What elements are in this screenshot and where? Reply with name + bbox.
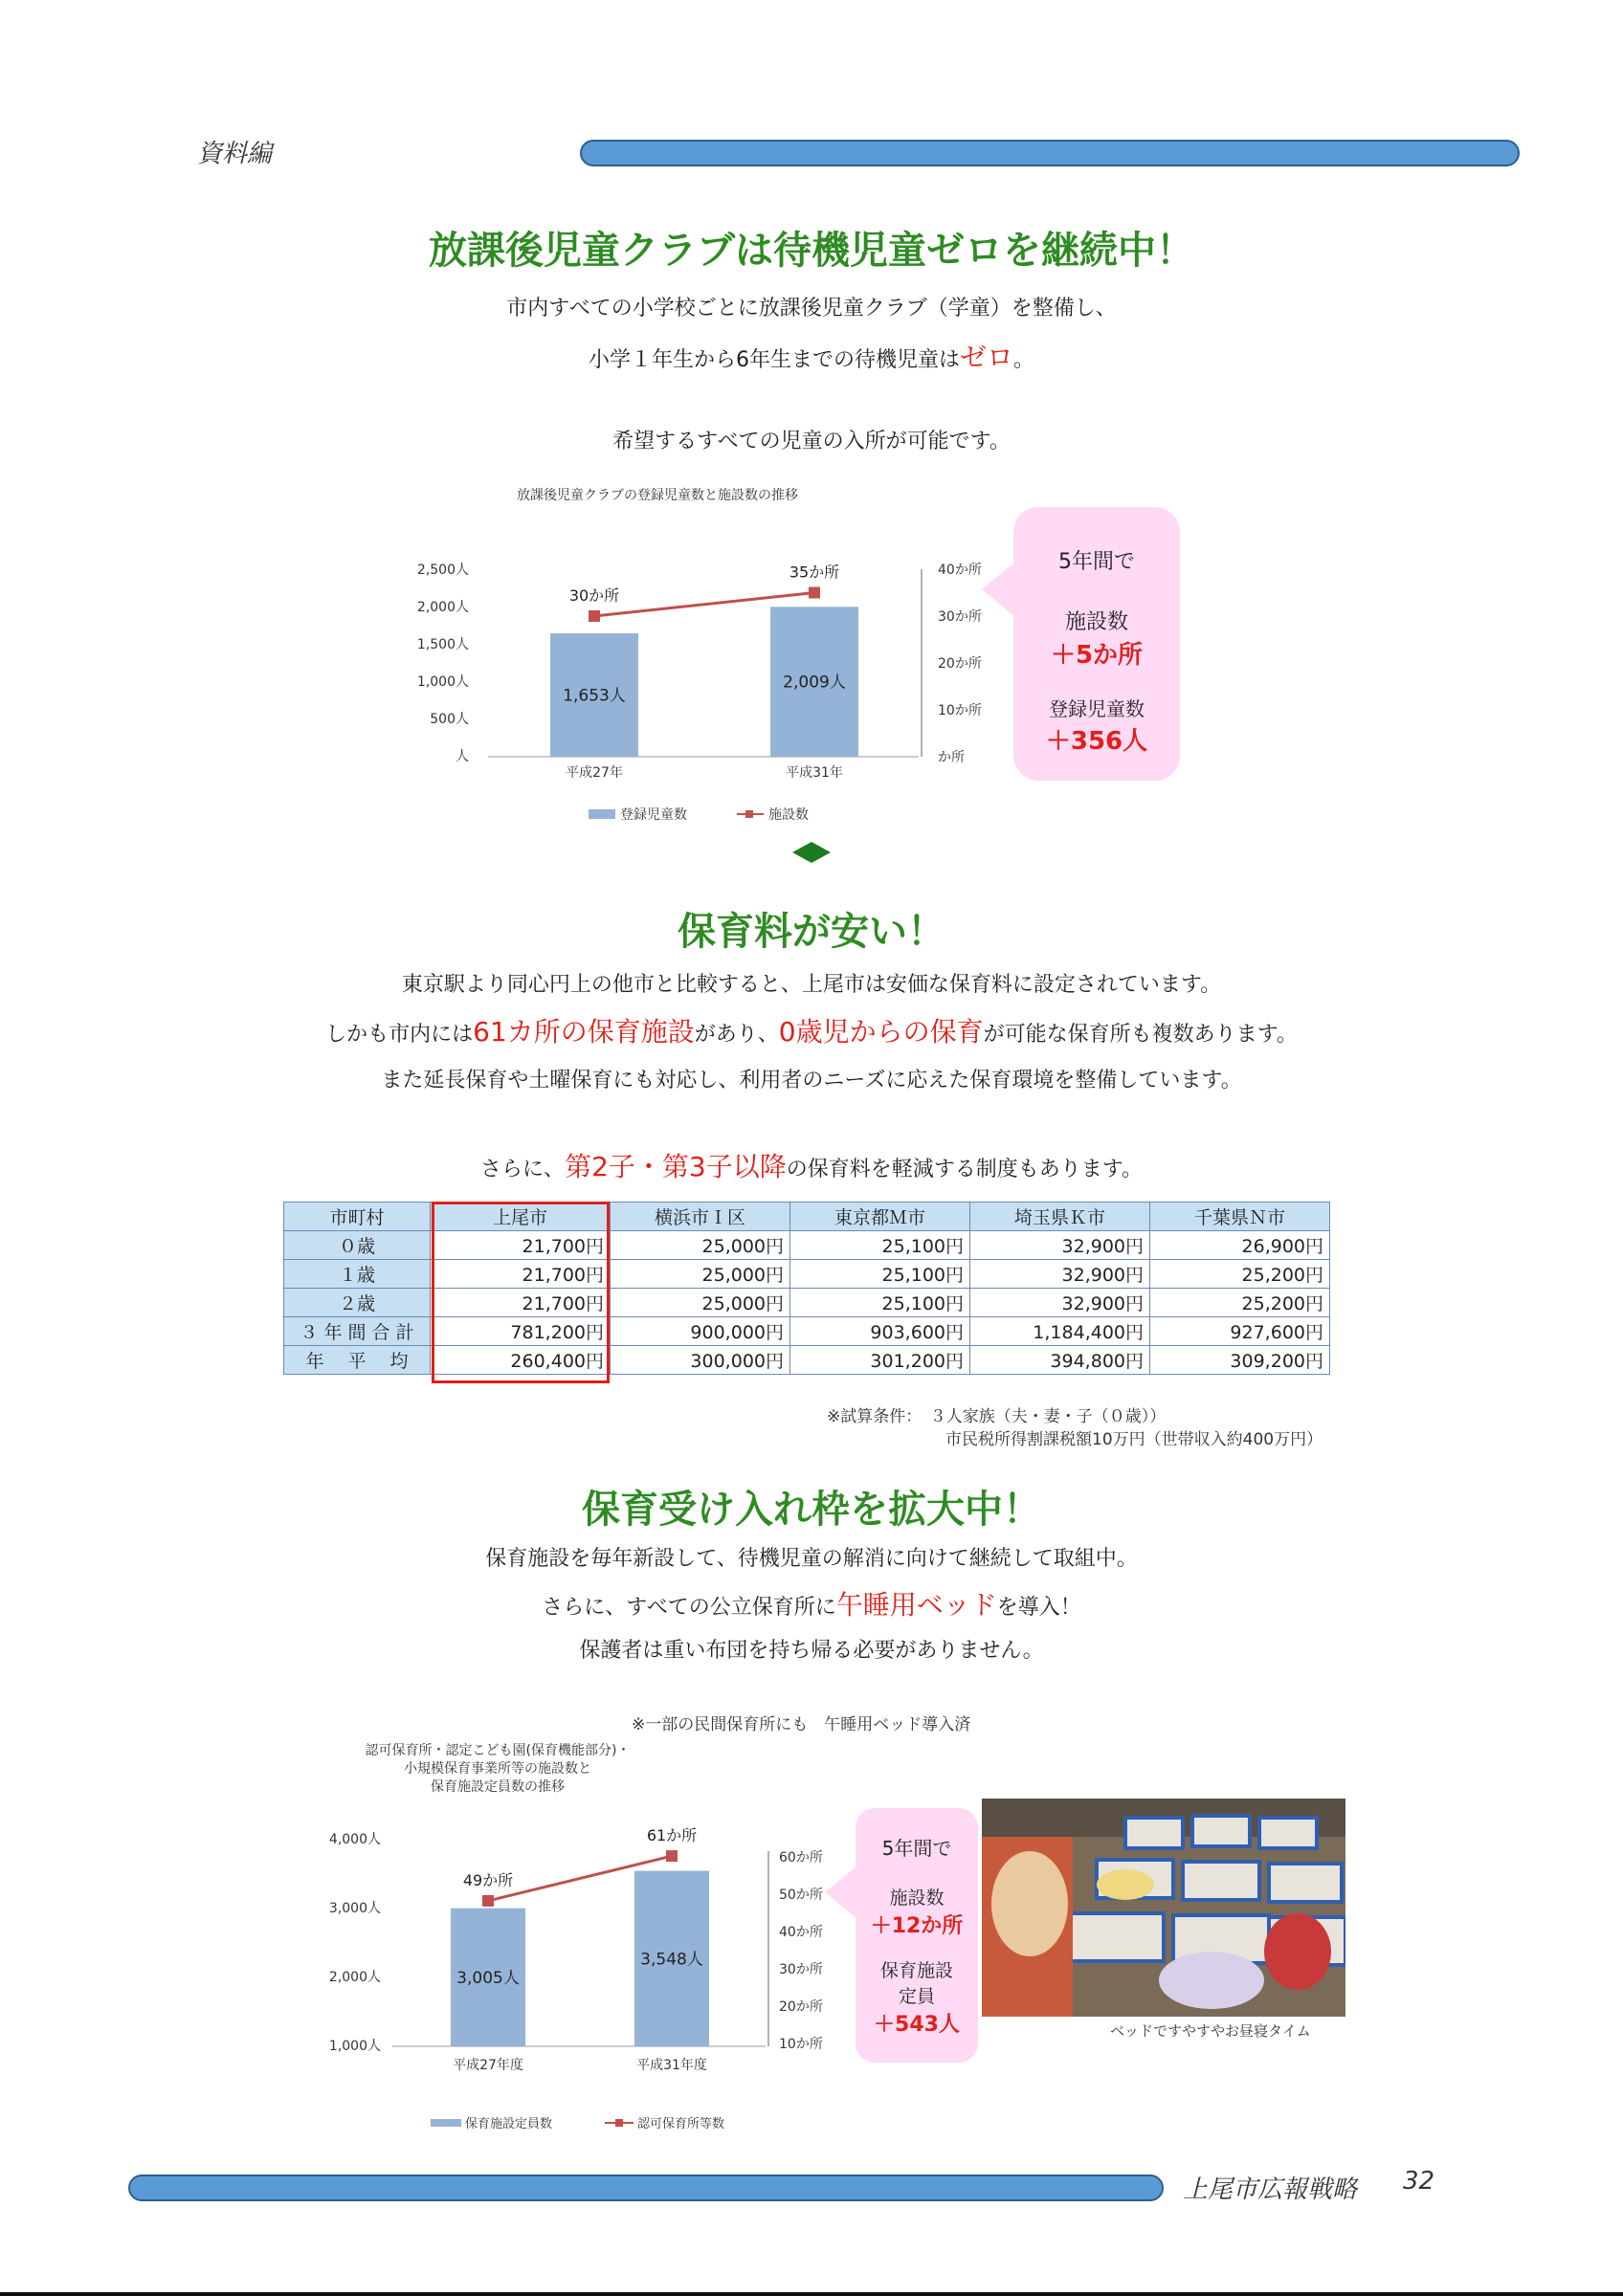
- bar-value-label: 2,009人: [783, 673, 846, 693]
- section2-line4: [0, 1146, 1623, 1184]
- section1-line2-text: 小学１年生から6年生までの待機児童は: [588, 348, 960, 372]
- section-label: 資料編: [197, 140, 273, 168]
- table-cell: 25,100円: [790, 1231, 970, 1260]
- chart1-y2tick: 40か所: [938, 563, 982, 578]
- diamond-divider-icon: [790, 840, 833, 865]
- table-cell: 394,800円: [970, 1346, 1150, 1375]
- table-header: 市町村: [284, 1203, 431, 1231]
- footer-bar: [128, 2175, 1164, 2201]
- line-point: [809, 587, 820, 599]
- chart1-y2tick: 30か所: [938, 609, 982, 625]
- callout2-pointer: [825, 1866, 857, 1919]
- chart1-title: 放課後児童クラブの登録児童数と施設数の推移: [517, 488, 798, 503]
- facilities-emphasis: 61カ所の保育施設: [473, 1016, 695, 1048]
- chart1-y2tick: 20か所: [938, 656, 982, 672]
- chart2-note: ※一部の民間保育所にも 午睡用ベッド導入済: [632, 1715, 971, 1734]
- photo-caption: ベッドですやすやお昼寝タイム: [1110, 2022, 1311, 2040]
- table-cell: 25,000円: [611, 1231, 790, 1260]
- section3-line2: [0, 1584, 1623, 1623]
- callout1-line2: 施設数: [1064, 610, 1128, 634]
- table-cell: 903,600円: [790, 1317, 970, 1346]
- chart2-title-2: 小規模保育事業所等の施設数と: [404, 1761, 591, 1777]
- row-label: １歳: [284, 1260, 431, 1289]
- chart1-y2tick: か所: [938, 750, 965, 765]
- bar-value-label: 1,653人: [563, 686, 626, 706]
- section2-line2: [0, 1011, 1623, 1049]
- chart-after-school-club: [402, 478, 995, 842]
- page-number: 32: [1403, 2167, 1435, 2196]
- chart1-ytick: 2,500人: [416, 563, 469, 578]
- section1-title: 放課後児童クラブは待機児童ゼロを継続中！: [429, 229, 1194, 273]
- chart2-title-1: 認可保育所・認定こども園(保育機能部分)・: [365, 1743, 631, 1758]
- section1-line2-end: 。: [1013, 348, 1035, 372]
- chart1-xtick: 平成27年: [566, 765, 623, 781]
- callout1-line1: 5年間で: [1058, 550, 1135, 574]
- section3-line2-a: さらに、すべての公立保育所に: [542, 1596, 836, 1620]
- chart1-legend-bar-swatch: [589, 809, 615, 819]
- callout1-pointer: [982, 563, 1014, 616]
- table-cell: 900,000円: [611, 1317, 790, 1346]
- calc-condition-note-2: 市民税所得割課税額10万円（世帯収入約400万円）: [945, 1430, 1323, 1449]
- ageo-column-highlight: [432, 1202, 610, 1383]
- callout1-line5: ＋356人: [1045, 727, 1148, 756]
- table-cell: 1,184,400円: [970, 1317, 1150, 1346]
- table-cell: 32,900円: [970, 1231, 1150, 1260]
- chart1-legend-line: 施設数: [768, 807, 809, 823]
- callout1-line4: 登録児童数: [1049, 697, 1145, 720]
- chart2-legend-line: 認可保育所等数: [637, 2117, 725, 2131]
- table-cell: 21,700円: [431, 1260, 611, 1289]
- table-cell: 21,700円: [431, 1231, 611, 1260]
- callout2-line4: 保育施設: [879, 1960, 953, 1981]
- section1-line3: 希望するすべての児童の入所が可能です。: [612, 430, 1011, 453]
- section3-title: 保育受け入れ枠を拡大中！: [582, 1488, 1041, 1532]
- table-header: 千葉県Ｎ市: [1150, 1203, 1330, 1231]
- chart2-y2tick: 30か所: [779, 1962, 823, 1977]
- table-header: 埼玉県Ｋ市: [970, 1203, 1150, 1231]
- header-bar: [580, 140, 1520, 166]
- chart2-legend-marker: [615, 2119, 623, 2127]
- line-value-label: 30か所: [568, 586, 620, 605]
- table-cell: 300,000円: [611, 1346, 790, 1375]
- row-label: ３ 年 間 合 計: [284, 1317, 431, 1346]
- table-cell: 26,900円: [1150, 1231, 1330, 1260]
- line-point: [589, 610, 600, 622]
- table-cell: 21,700円: [431, 1289, 611, 1317]
- zero-emphasis: ゼロ: [959, 342, 1013, 373]
- table-cell: 32,900円: [970, 1289, 1150, 1317]
- line-value-label: 49か所: [462, 1870, 514, 1889]
- callout-nursery: [856, 1808, 978, 2063]
- table-header: 東京都Ｍ市: [790, 1203, 970, 1231]
- section2-line3: また延長保育や土曜保育にも対応し、利用者のニーズに応えた保育環境を整備しています。: [381, 1069, 1242, 1093]
- section2-title: 保育料が安い！: [678, 910, 945, 954]
- chart1-xtick: 平成31年: [786, 765, 843, 781]
- chart2-xtick: 平成31年度: [636, 2058, 707, 2073]
- row-label: ２歳: [284, 1289, 431, 1317]
- section2-line4-a: さらに、: [480, 1158, 566, 1181]
- bottom-edge: [0, 2292, 1623, 2296]
- table-cell: 25,000円: [611, 1260, 790, 1289]
- sibling-discount-emphasis: 第2子・第3子以降: [565, 1151, 787, 1182]
- chart2-ytick: 4,000人: [328, 1832, 381, 1847]
- table-cell: 25,100円: [790, 1289, 970, 1317]
- chart2-y2tick: 10か所: [779, 2037, 823, 2052]
- callout1-line3: ＋5か所: [1050, 641, 1144, 670]
- row-label: ０歳: [284, 1231, 431, 1260]
- table-cell: 25,200円: [1150, 1289, 1330, 1317]
- table-cell: 309,200円: [1150, 1346, 1330, 1375]
- section2-line2-c: があり、: [694, 1023, 779, 1047]
- section3-line2-c: を導入！: [996, 1596, 1081, 1620]
- chart1-ytick: 人: [456, 749, 469, 764]
- line-point: [482, 1895, 494, 1907]
- chart1-ytick: 1,000人: [416, 674, 469, 690]
- callout2-line3: ＋12か所: [870, 1914, 964, 1938]
- line-point: [666, 1850, 678, 1862]
- callout2-line6: ＋543人: [874, 2013, 960, 2037]
- chart2-title-3: 保育施設定員数の推移: [431, 1779, 565, 1795]
- chart2-xtick: 平成27年度: [453, 2058, 523, 2073]
- chart2-y2tick: 40か所: [779, 1925, 823, 1940]
- chart1-ytick: 500人: [430, 712, 469, 727]
- section3-line1: 保育施設を毎年新設して、待機児童の解消に向けて継続して取組中。: [485, 1547, 1138, 1571]
- chart2-legend-bar-swatch: [431, 2119, 461, 2127]
- table-cell: 25,200円: [1150, 1260, 1330, 1289]
- chart2-ytick: 1,000人: [328, 2039, 381, 2054]
- chart2-y2tick: 20か所: [779, 1999, 823, 2015]
- footer-title: 上尾市広報戦略: [1183, 2175, 1358, 2204]
- calc-condition-note: ※試算条件： ３人家族（夫・妻・子（０歳））: [827, 1407, 1167, 1426]
- nap-beds-photo: [982, 1799, 1345, 2017]
- callout2-line2: 施設数: [889, 1888, 945, 1909]
- bar-value-label: 3,548人: [640, 1950, 703, 1970]
- chart-nursery-capacity: [316, 1736, 852, 2138]
- chart2-y2tick: 50か所: [779, 1888, 823, 1903]
- table-header: 上尾市: [431, 1203, 611, 1231]
- table-header: 横浜市Ｉ区: [611, 1203, 790, 1231]
- chart2-ytick: 3,000人: [328, 1901, 381, 1916]
- chart2-ytick: 2,000人: [328, 1970, 381, 1985]
- section1-line2: [0, 337, 1623, 375]
- callout2-line5: 定員: [898, 1986, 935, 2007]
- line-value-label: 35か所: [789, 563, 840, 582]
- chart1-ytick: 2,000人: [416, 600, 469, 615]
- section2-line2-e: が可能な保育所も複数あります。: [983, 1023, 1298, 1047]
- chart1-y2tick: 10か所: [938, 703, 982, 718]
- table-cell: 32,900円: [970, 1260, 1150, 1289]
- chart2-y2tick: 60か所: [779, 1850, 823, 1866]
- section2-line4-c: の保育料を軽減する制度もあります。: [786, 1158, 1143, 1181]
- nap-bed-emphasis: 午睡用ベッド: [835, 1589, 997, 1621]
- callout2-line1: 5年間で: [881, 1837, 952, 1860]
- section1-line1: 市内すべての小学校ごとに放課後児童クラブ（学童）を整備し、: [506, 297, 1117, 320]
- table-cell: 260,400円: [431, 1346, 611, 1375]
- table-cell: 25,100円: [790, 1260, 970, 1289]
- chart1-ytick: 1,500人: [416, 637, 469, 652]
- chart2-legend-bar: 保育施設定員数: [465, 2117, 553, 2131]
- infant-care-emphasis: 0歳児からの保育: [778, 1016, 984, 1048]
- line-value-label: 61か所: [646, 1826, 698, 1845]
- table-cell: 25,000円: [611, 1289, 790, 1317]
- table-cell: 927,600円: [1150, 1317, 1330, 1346]
- table-cell: 301,200円: [790, 1346, 970, 1375]
- bar-value-label: 3,005人: [456, 1968, 520, 1988]
- chart1-legend-bar: 登録児童数: [620, 807, 687, 823]
- chart1-legend-marker: [745, 810, 753, 818]
- table-cell: 781,200円: [431, 1317, 611, 1346]
- callout-after-school: [1013, 507, 1180, 781]
- section3-line3: 保護者は重い布団を持ち帰る必要がありません。: [579, 1639, 1044, 1663]
- row-label: 年 平 均: [284, 1346, 431, 1375]
- section2-line1: 東京駅より同心円上の他市と比較すると、上尾市は安価な保育料に設定されています。: [401, 973, 1222, 997]
- section2-line2-a: しかも市内には: [325, 1023, 474, 1047]
